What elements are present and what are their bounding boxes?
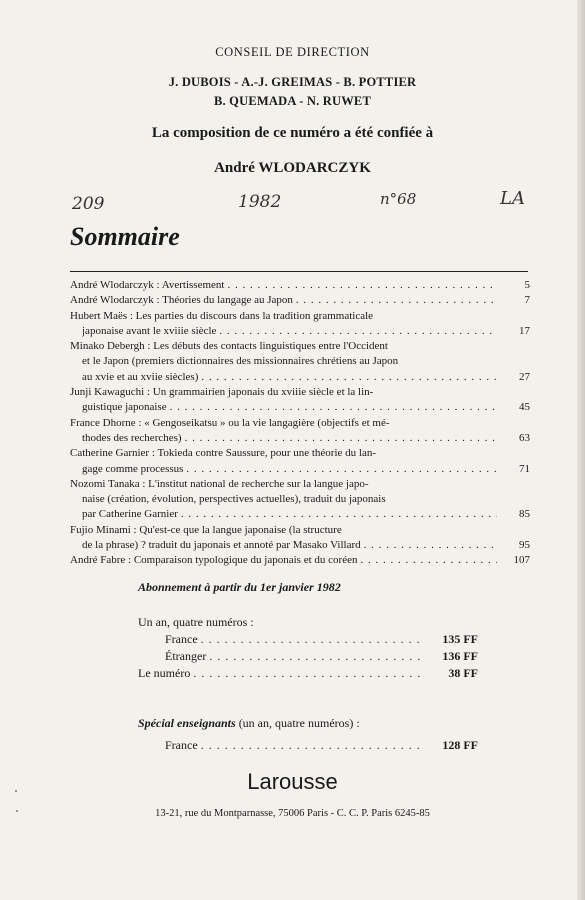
- leader-dots: [181, 507, 497, 522]
- toc-line: [70, 431, 530, 446]
- toc-line: [70, 324, 530, 339]
- toc-line: [70, 293, 530, 308]
- teachers-offer: [138, 716, 360, 731]
- price-label-abroad: Étranger: [165, 649, 207, 663]
- toc-line-text: France Dhorne : « Gengoseikatsu » ou la vie langagière (objectifs et mé-: [70, 416, 390, 429]
- toc-line-text: par Catherine Garnier: [82, 508, 178, 521]
- toc-entry: [70, 553, 530, 568]
- leader-dots: [170, 400, 497, 415]
- price-label-issue: Le numéro: [138, 666, 191, 680]
- paper-speck: [15, 790, 17, 792]
- leader-dots: [219, 324, 497, 339]
- toc-line-text: André Fabre : Comparaison typologique du japonais et du coréen: [70, 554, 358, 567]
- leader-dots: [227, 278, 497, 293]
- subscription-title-text: Abonnement à partir du 1er janvier 1982: [138, 580, 341, 594]
- subscription-year-label: Un an, quatre numéros :: [138, 615, 254, 629]
- publisher-name: Larousse: [247, 769, 338, 794]
- price-row-teachers: [138, 737, 478, 754]
- toc-entry: [70, 446, 530, 477]
- toc-entry: [70, 523, 530, 554]
- toc-line: [70, 553, 530, 568]
- price-label-teachers: France: [165, 738, 198, 752]
- toc-line-text: naise (création, évolution, perspectives actuelles), traduit du japonais: [82, 493, 386, 506]
- council-names-line-1: J. DUBOIS - A.-J. GREIMAS - B. POTTIER: [168, 75, 417, 89]
- toc-line: [70, 400, 530, 415]
- price-label-france: France: [165, 632, 198, 646]
- subscription-title: [138, 580, 341, 595]
- toc-entry: [70, 477, 530, 523]
- price-value-teachers: 128 FF: [442, 738, 478, 752]
- toc-line: [70, 309, 530, 324]
- paper-speck: [16, 810, 18, 812]
- toc-page-number: 17: [519, 324, 530, 337]
- toc-line-text: Minako Debergh : Les débuts des contacts linguistiques entre l'Occident: [70, 340, 388, 353]
- toc-page-number: 63: [519, 431, 530, 444]
- handwritten-note-209: 209: [72, 194, 105, 214]
- handwritten-note-issue: n°68: [380, 190, 417, 208]
- toc-page-number: 27: [519, 370, 530, 383]
- toc-page-number: 71: [519, 462, 530, 475]
- handwritten-note-year: 1982: [238, 192, 282, 212]
- toc-page-number: 85: [519, 508, 530, 521]
- toc-line-text: thodes des recherches): [82, 431, 182, 444]
- composition-note: La composition de ce numéro a été confiée à: [151, 125, 434, 141]
- toc-line: [70, 523, 530, 538]
- toc-page-number: 7: [524, 294, 530, 307]
- toc-line-text: et le Japon (premiers dictionnaires des missionnaires chrétiens au Japon: [82, 355, 399, 368]
- toc-line-text: japonaise avant le xviiie siècle: [82, 324, 217, 337]
- price-value-france: 135 FF: [442, 632, 478, 646]
- price-row-issue: [138, 665, 478, 682]
- teachers-title: Spécial enseignants: [138, 716, 236, 730]
- toc-line: [70, 278, 530, 293]
- toc-line: [70, 354, 530, 369]
- toc-entry: [70, 385, 530, 416]
- teachers-note: (un an, quatre numéros) :: [238, 716, 360, 730]
- toc-line-text: Nozomi Tanaka : L'institut national de recherche sur la langue japo-: [70, 477, 369, 490]
- toc-page-number: 5: [524, 279, 530, 291]
- leader-dots: [186, 462, 497, 477]
- publisher-address: 13-21, rue du Montparnasse, 75006 Paris - C. C. P. Paris 6245-85: [155, 808, 430, 819]
- price-value-abroad: 136 FF: [442, 649, 478, 663]
- leader-dots: [201, 631, 425, 648]
- toc-line-text: guistique japonaise: [82, 401, 167, 414]
- toc-entry: [70, 309, 530, 340]
- toc-line: [70, 477, 530, 492]
- leader-dots: [209, 648, 425, 665]
- toc-page-number: 107: [513, 554, 530, 567]
- leader-dots: [364, 538, 497, 553]
- toc-line-text: Fujio Minami : Qu'est-ce que la langue japonaise (la structure: [70, 523, 342, 536]
- toc-line: [70, 462, 530, 477]
- toc-page-number: 45: [519, 401, 530, 414]
- leader-dots: [185, 431, 497, 446]
- toc-line-text: gage comme processus: [82, 462, 184, 475]
- price-row-abroad: [138, 648, 478, 665]
- leader-dots: [201, 370, 497, 385]
- contents-heading: Sommaire: [70, 222, 180, 251]
- table-of-contents: [70, 278, 530, 569]
- handwritten-note-initials: LA: [500, 188, 525, 209]
- toc-line: [70, 339, 530, 354]
- toc-line: [70, 507, 530, 522]
- toc-entry: [70, 416, 530, 447]
- toc-line: [70, 538, 530, 553]
- toc-line-text: André Wlodarczyk : Avertissement: [70, 279, 225, 291]
- council-heading: CONSEIL DE DIRECTION: [215, 45, 370, 59]
- issue-editor: André WLODARCZYK: [214, 160, 371, 176]
- price-value-issue: 38 FF: [448, 666, 478, 680]
- toc-entry: [70, 293, 530, 308]
- toc-line-text: Hubert Maës : Les parties du discours dans la tradition grammaticale: [70, 309, 374, 322]
- toc-line: [70, 385, 530, 400]
- toc-line-text: André Wlodarczyk : Théories du langage au Japon: [70, 294, 293, 307]
- toc-line: [70, 370, 530, 385]
- toc-page-number: 95: [519, 539, 530, 552]
- leader-dots: [360, 553, 497, 568]
- toc-line-text: au xvie et au xviie siècles): [82, 370, 199, 383]
- price-row-france: [138, 631, 478, 648]
- leader-dots: [201, 737, 425, 754]
- toc-entry: [70, 278, 530, 293]
- contents-rule: [70, 271, 528, 272]
- council-names-line-2: B. QUEMADA - N. RUWET: [214, 94, 371, 108]
- toc-line-text: de la phrase) ? traduit du japonais et annoté par Masako Villard: [82, 539, 361, 552]
- toc-line: [70, 416, 530, 431]
- toc-line: [70, 446, 530, 461]
- toc-line-text: Catherine Garnier : Tokieda contre Saussure, pour une théorie du lan-: [70, 447, 377, 460]
- toc-line: [70, 492, 530, 507]
- leader-dots: [296, 293, 497, 308]
- toc-entry: [70, 339, 530, 385]
- leader-dots: [193, 665, 425, 682]
- toc-line-text: Junji Kawaguchi : Un grammairien japonais du xviiie siècle et la lin-: [70, 386, 374, 399]
